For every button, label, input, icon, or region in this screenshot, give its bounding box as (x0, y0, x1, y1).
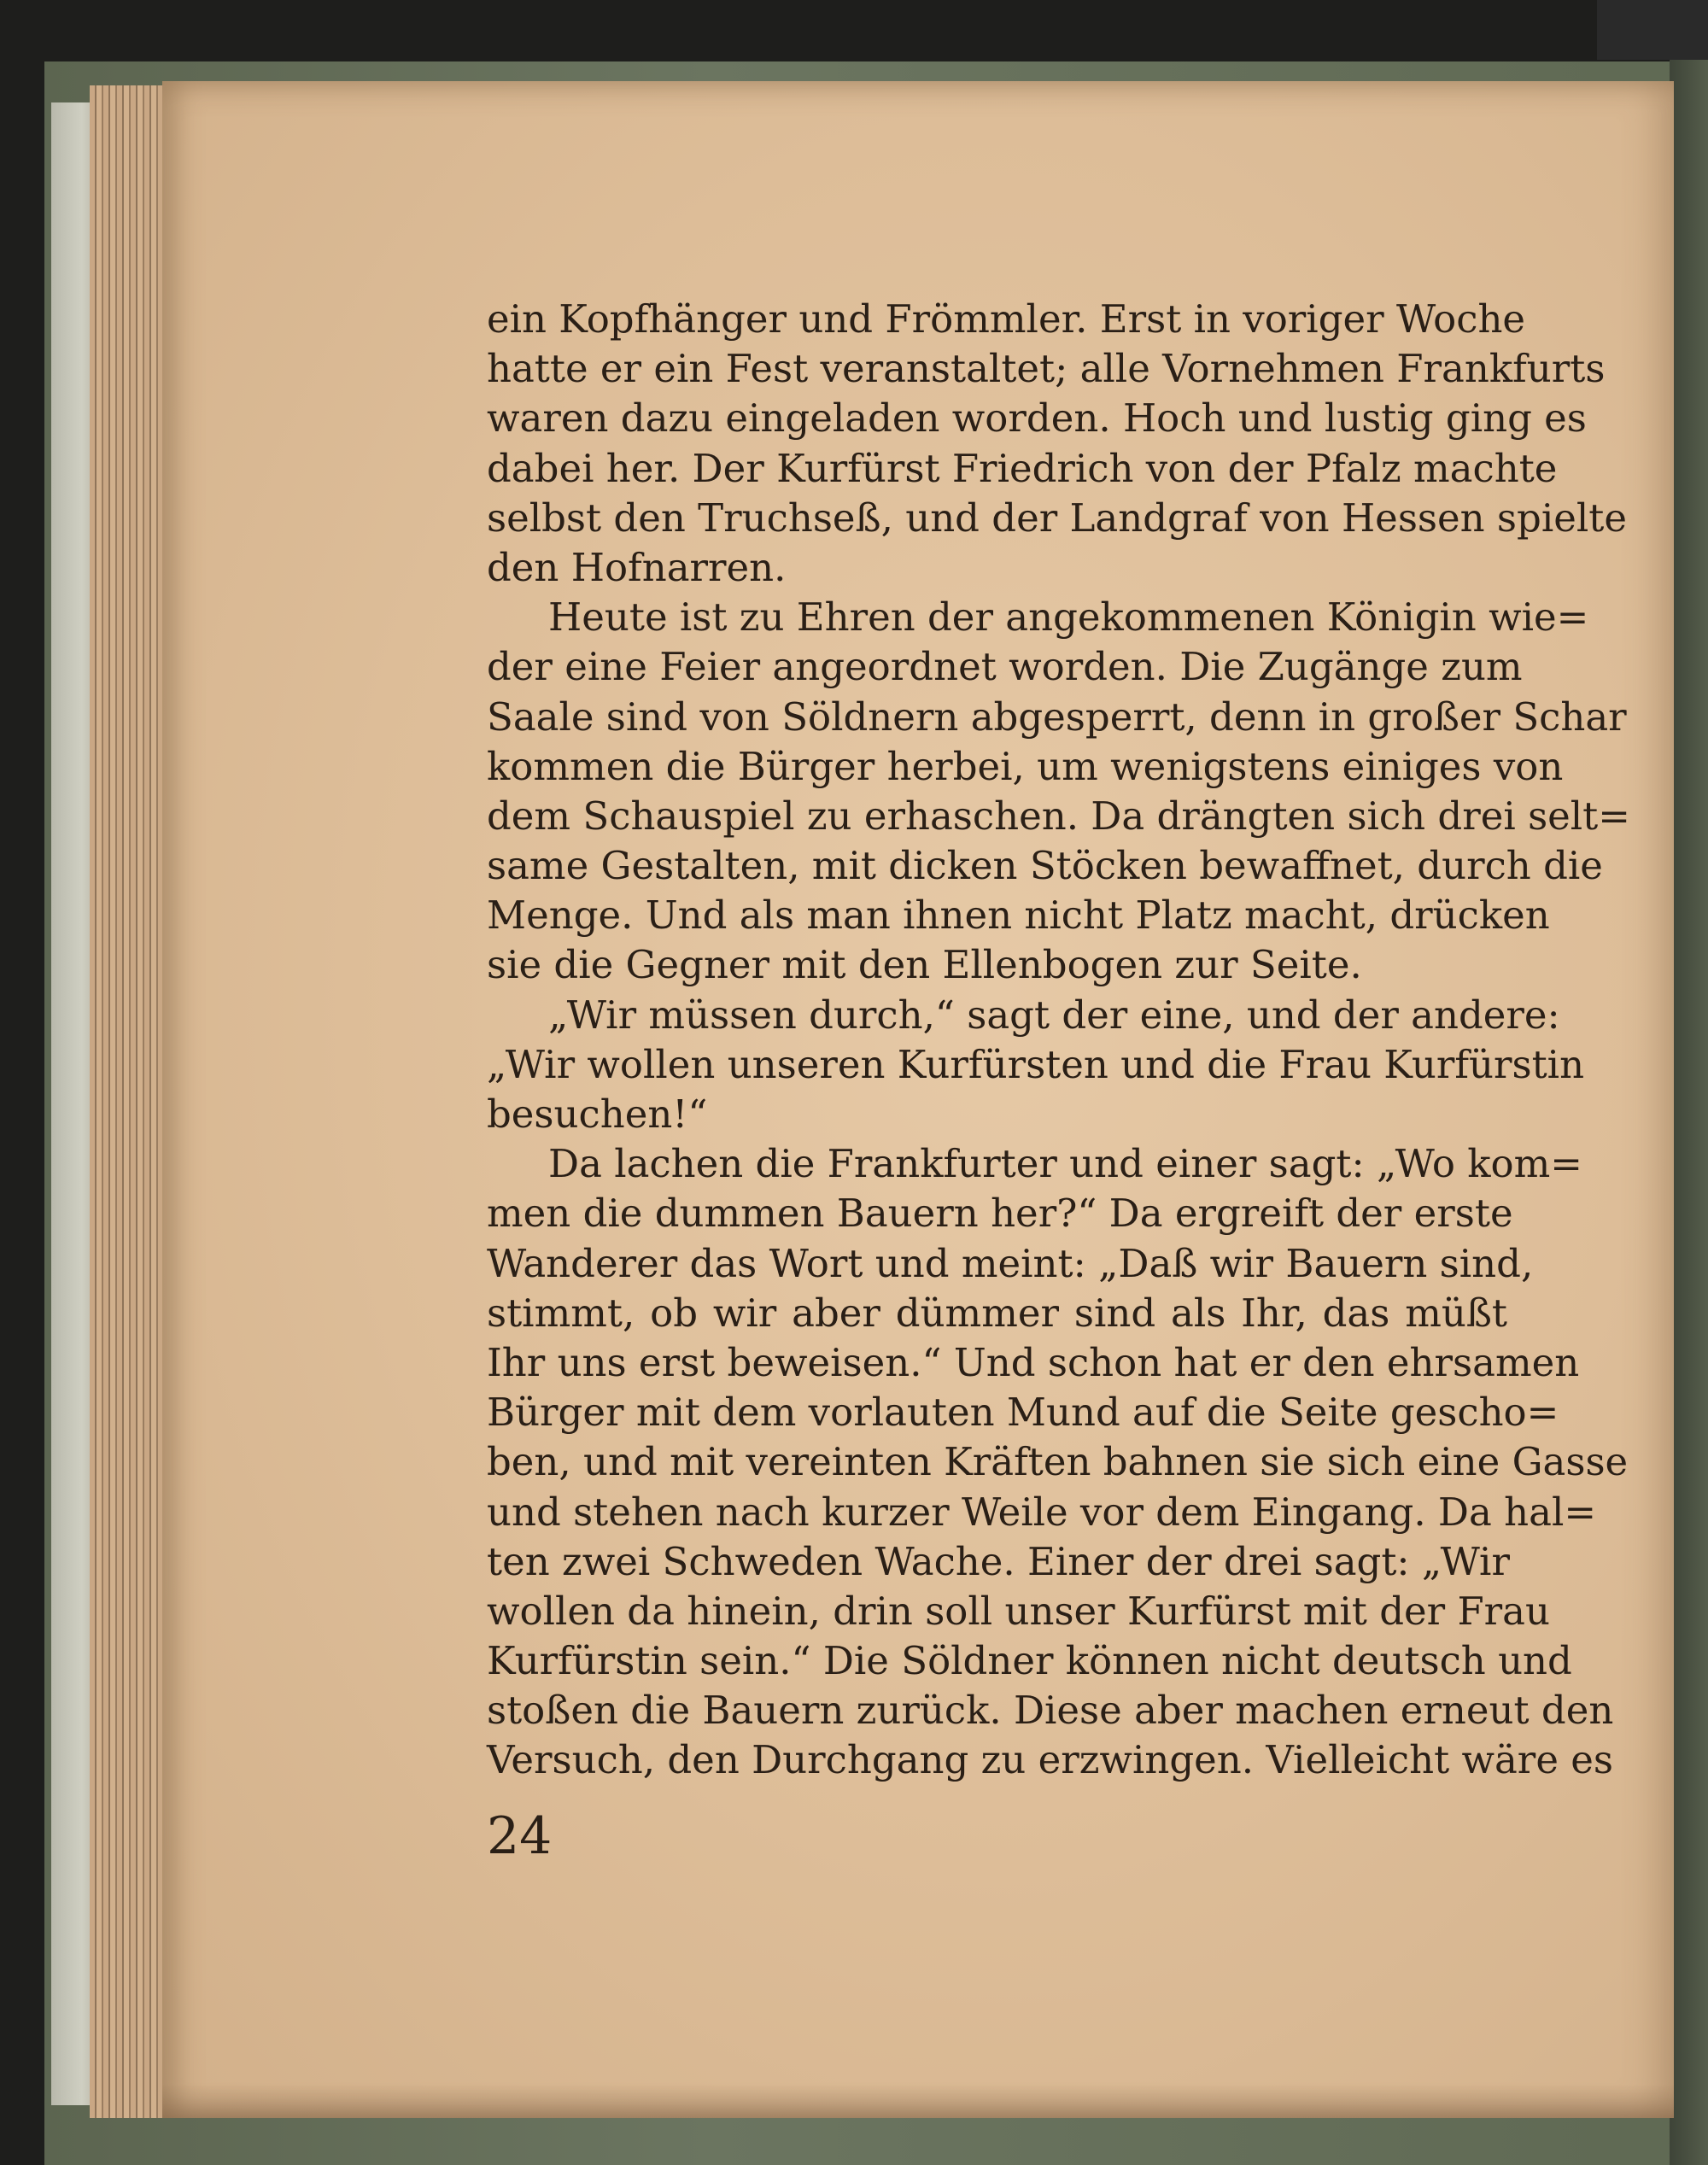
text-line: Wanderer das Wort und meint: „Daß wir Bauern sind, (487, 1240, 1534, 1286)
text-line: ein Kopfhänger und Frömmler. Erst in voriger Woche (487, 296, 1526, 342)
text-line: waren dazu eingeladen worden. Hoch und lustig ging es (487, 395, 1587, 442)
text-line: dabei her. Der Kurfürst Friedrich von der Pfalz machte (487, 445, 1558, 491)
text-line: Kurfürstin sein.“ Die Söldner können nicht deutsch und (487, 1638, 1572, 1684)
text-line: stimmt, ob wir aber dümmer sind als Ihr, das müßt (487, 1290, 1507, 1336)
text-line: den Hofnarren. (487, 544, 787, 590)
text-line: stoßen die Bauern zurück. Diese aber machen erneut den (487, 1688, 1614, 1734)
text-line: dem Schauspiel zu erhaschen. Da drängten sich drei selt= (487, 793, 1630, 839)
page-shadow (162, 2084, 1674, 2118)
text-line: und stehen nach kurzer Weile vor dem Eingang. Da hal= (487, 1489, 1597, 1535)
background-corner (1597, 0, 1708, 60)
text-line: Da lachen die Frankfurter und einer sagt: „Wo kom= (548, 1141, 1583, 1187)
cover-spine-edge (1670, 34, 1708, 2165)
text-line: Menge. Und als man ihnen nicht Platz macht, drücken (487, 892, 1550, 939)
text-line: „Wir wollen unseren Kurfürsten und die Frau Kurfürstin (487, 1041, 1585, 1087)
text-line: besuchen!“ (487, 1091, 708, 1137)
text-line: Ihr uns erst beweisen.“ Und schon hat er den ehrsamen (487, 1339, 1580, 1385)
text-line: ben, und mit vereinten Kräften bahnen sie sich eine Gasse (487, 1439, 1629, 1485)
text-line: „Wir müssen durch,“ sagt der eine, und der andere: (548, 992, 1560, 1038)
text-line: kommen die Bürger herbei, um wenigstens einiges von (487, 743, 1564, 789)
page-edges (90, 85, 171, 2118)
text-line: sie die Gegner mit den Ellenbogen zur Seite. (487, 942, 1362, 988)
text-line: men die dummen Bauern her?“ Da ergreift der erste (487, 1191, 1513, 1237)
text-line: ten zwei Schweden Wache. Einer der drei sagt: „Wir (487, 1538, 1510, 1584)
text-line: Bürger mit dem vorlauten Mund auf die Seite gescho= (487, 1390, 1559, 1436)
text-line: Heute ist zu Ehren der angekommenen Königin wie= (548, 594, 1589, 641)
text-line: same Gestalten, mit dicken Stöcken bewaffnet, durch die (487, 843, 1603, 889)
text-line: wollen da hinein, drin soll unser Kurfürst mit der Frau (487, 1588, 1550, 1634)
page-number: 24 (487, 1806, 553, 1866)
text-line: Versuch, den Durchgang zu erzwingen. Vielleicht wäre es (487, 1737, 1613, 1783)
text-line: der eine Feier angeordnet worden. Die Zugänge zum (487, 644, 1523, 690)
text-line: selbst den Truchseß, und der Landgraf von Hessen spielte (487, 494, 1627, 541)
text-line: Saale sind von Söldnern abgesperrt, denn in großer Schar (487, 693, 1627, 740)
text-line: hatte er ein Fest veranstaltet; alle Vornehmen Frankfurts (487, 346, 1606, 392)
body-text (487, 295, 1630, 1786)
